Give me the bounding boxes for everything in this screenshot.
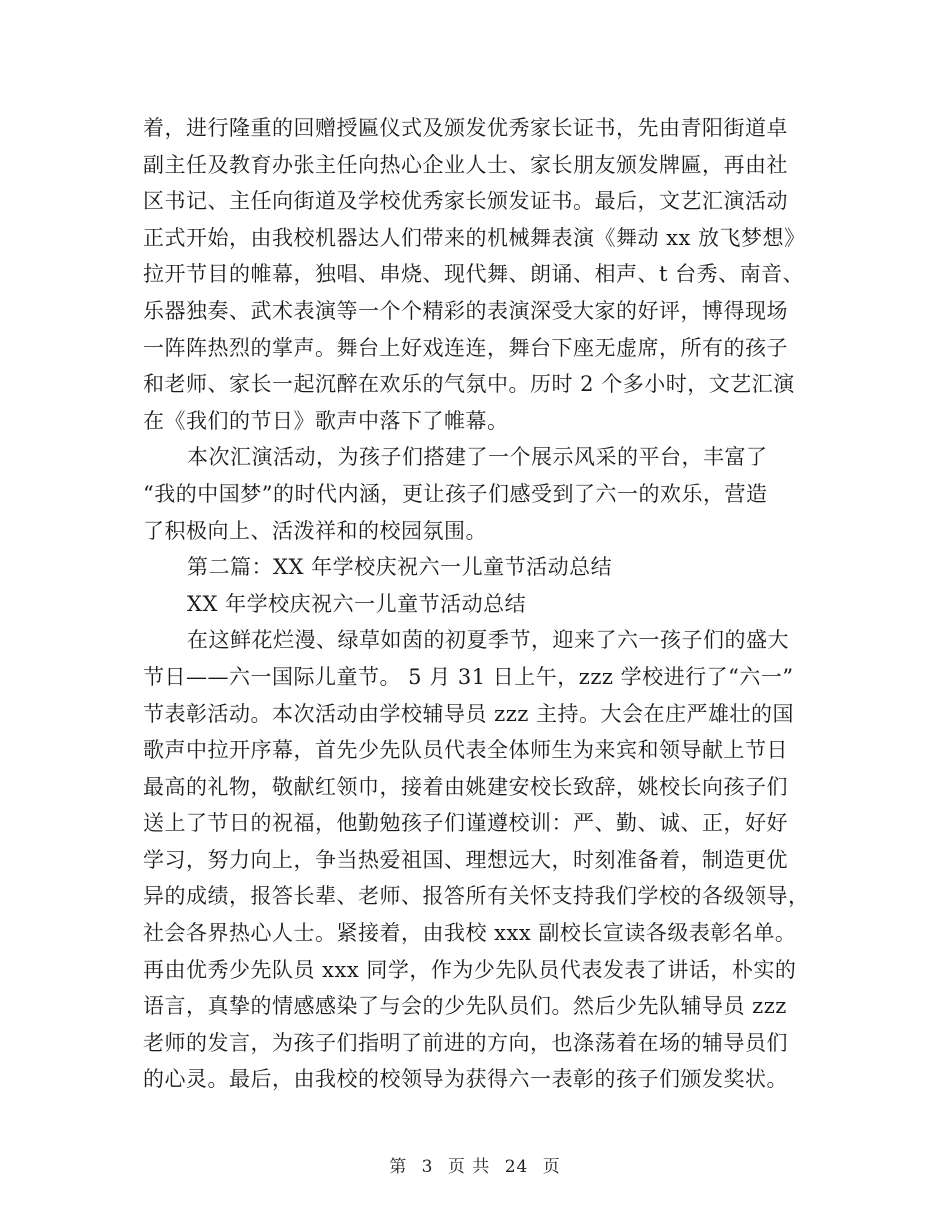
text-line: 区书记、主任向街道及学校优秀家长颁发证书。最后，文艺汇演活动 bbox=[143, 189, 788, 214]
text-line: 再由优秀少先队员 xxx 同学，作为少先队员代表发表了讲话，朴实的 bbox=[143, 957, 797, 982]
text-line: 社会各界热心人士。紧接着，由我校 xxx 副校长宣读各级表彰名单。 bbox=[143, 921, 797, 946]
text-line: 学习，努力向上，争当热爱祖国、理想远大，时刻准备着，制造更优 bbox=[143, 847, 788, 872]
footer-prefix: 第 bbox=[389, 1157, 408, 1177]
article-title: XX 年学校庆祝六一儿童节活动总结 bbox=[187, 591, 527, 616]
text-line: 老师的发言，为孩子们指明了前进的方向，也涤荡着在场的辅导员们 bbox=[143, 1030, 788, 1055]
text-line: 拉开节目的帷幕，独唱、串烧、现代舞、朗诵、相声、t 台秀、南音、 bbox=[143, 262, 805, 287]
text-line: 歌声中拉开序幕，首先少先队员代表全体师生为来宾和领导献上节日 bbox=[143, 738, 788, 763]
text-line: 一阵阵热烈的掌声。舞台上好戏连连，舞台下座无虚席，所有的孩子 bbox=[143, 335, 788, 360]
text-line: 的心灵。最后，由我校的校领导为获得六一表彰的孩子们颁发奖状。 bbox=[143, 1067, 788, 1092]
total-pages-number: 24 bbox=[504, 1157, 529, 1177]
text-line: “我的中国梦”的时代内涵，更让孩子们感受到了六一的欢乐，营造 bbox=[143, 481, 768, 506]
paragraph-start-line: 在这鲜花烂漫、绿草如茵的初夏季节，迎来了六一孩子们的盛大 bbox=[187, 628, 789, 653]
text-line: 送上了节日的祝福，他勤勉孩子们谨遵校训：严、勤、诚、正，好好 bbox=[143, 811, 788, 836]
text-line: 和老师、家长一起沉醉在欢乐的气氛中。历时 2 个多小时，文艺汇演 bbox=[143, 372, 795, 397]
text-line: 异的成绩，报答长辈、老师、报答所有关怀支持我们学校的各级领导， bbox=[143, 884, 810, 909]
text-line: 语言，真挚的情感感染了与会的少先队员们。然后少先队辅导员 zzz bbox=[143, 994, 787, 1019]
text-line: 节日——六一国际儿童节。 5 月 31 日上午，zzz 学校进行了“六一” bbox=[143, 664, 794, 689]
text-line: 节表彰活动。本次活动由学校辅导员 zzz 主持。大会在庄严雄壮的国 bbox=[143, 701, 795, 726]
text-line: 乐器独奏、武术表演等一个个精彩的表演深受大家的好评，博得现场 bbox=[143, 298, 788, 323]
current-page-number: 3 bbox=[421, 1157, 434, 1177]
text-line: 副主任及教育办张主任向热心企业人士、家长朋友颁发牌匾，再由社 bbox=[143, 152, 788, 177]
page-footer bbox=[0, 1152, 950, 1177]
text-line: 最高的礼物，敬献红领巾，接着由姚建安校长致辞，姚校长向孩子们 bbox=[143, 774, 788, 799]
footer-suffix: 页 bbox=[542, 1157, 561, 1177]
text-line: 着，进行隆重的回赠授匾仪式及颁发优秀家长证书，先由青阳街道卓 bbox=[143, 116, 788, 140]
text-line: 正式开始，由我校机器达人们带来的机械舞表演《舞动 xx 放飞梦想》 bbox=[143, 225, 806, 250]
footer-middle: 页 共 bbox=[447, 1157, 491, 1177]
document-body bbox=[143, 110, 823, 1098]
paragraph-start-line: 本次汇演活动，为孩子们搭建了一个展示风采的平台，丰富了 bbox=[187, 445, 768, 470]
text-line: 在《我们的节日》歌声中落下了帷幕。 bbox=[143, 408, 509, 433]
section-heading: 第二篇：XX 年学校庆祝六一儿童节活动总结 bbox=[187, 555, 613, 580]
text-line: 了积极向上、活泼祥和的校园氛围。 bbox=[143, 518, 487, 543]
